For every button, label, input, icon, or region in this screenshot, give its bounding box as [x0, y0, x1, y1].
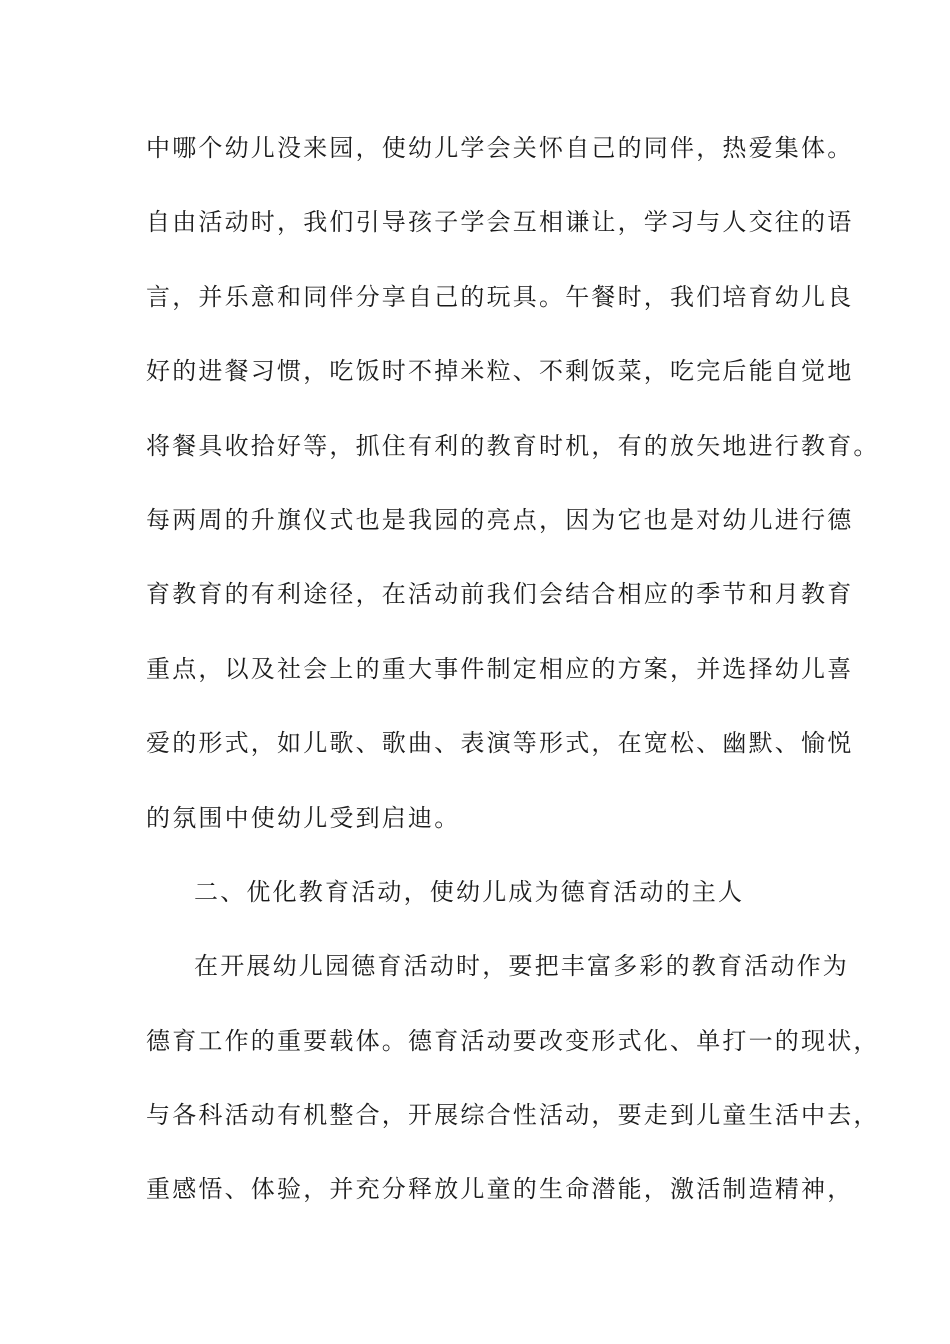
text-line: 重点，以及社会上的重大事件制定相应的方案，并选择幼儿喜: [146, 654, 854, 683]
text-line: 爱的形式，如儿歌、歌曲、表演等形式，在宽松、幽默、愉悦: [146, 729, 854, 758]
text-line: 重感悟、体验，并充分释放儿童的生命潜能，激活制造精神，: [146, 1175, 854, 1204]
text-line: 与各科活动有机整合，开展综合性活动，要走到儿童生活中去，: [146, 1101, 880, 1130]
text-line: 育教育的有利途径，在活动前我们会结合相应的季节和月教育: [146, 580, 854, 609]
text-line: 言，并乐意和同伴分享自己的玩具。午餐时，我们培育幼儿良: [146, 282, 854, 311]
text-line: 德育工作的重要载体。德育活动要改变形式化、单打一的现状，: [146, 1026, 880, 1055]
body-text: [146, 128, 880, 1244]
text-line: 在开展幼儿园德育活动时，要把丰富多彩的教育活动作为: [194, 952, 849, 981]
text-line: 将餐具收拾好等，抓住有利的教育时机，有的放矢地进行教育。: [146, 431, 880, 460]
text-line: 中哪个幼儿没来园，使幼儿学会关怀自己的同伴，热爱集体。: [146, 134, 854, 162]
text-line: 每两周的升旗仪式也是我园的亮点，因为它也是对幼儿进行德: [146, 505, 854, 534]
section-heading: 二、优化教育活动，使幼儿成为德育活动的主人: [194, 877, 745, 906]
text-line: 自由活动时，我们引导孩子学会互相谦让，学习与人交往的语: [146, 208, 854, 237]
text-line: 的氛围中使幼儿受到启迪。: [146, 803, 461, 832]
text-line: 好的进餐习惯，吃饭时不掉米粒、不剩饭菜，吃完后能自觉地: [146, 357, 854, 386]
